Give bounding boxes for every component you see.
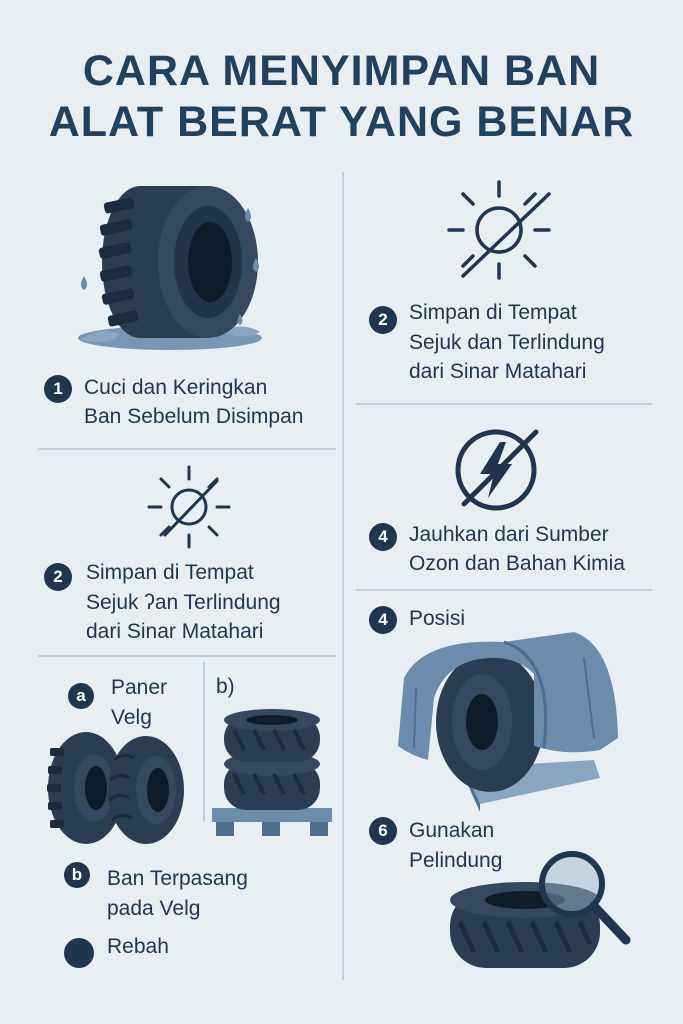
divider-right-1 (356, 403, 652, 405)
step-2-right-line3: dari Sinar Matahari (409, 360, 587, 383)
step-4b-badge: 4 (369, 606, 397, 634)
divider-right-2 (356, 589, 652, 591)
step-1-badge: 1 (44, 375, 72, 403)
step-6-line1: Gunakan (409, 819, 495, 842)
divider-left-2 (38, 655, 336, 657)
step-2-left-badge: 2 (44, 563, 72, 591)
option-a-badge: a (68, 683, 94, 709)
step-4b-label: Posisi (409, 607, 466, 630)
option-b-line2: pada Velg (107, 897, 201, 920)
step-2-left-line3: dari Sinar Matahari (86, 620, 264, 643)
step-6-badge: 6 (369, 817, 397, 845)
divider-vertical-bottom (342, 590, 344, 980)
step-2-left-line1: Simpan di Tempat (86, 561, 254, 584)
step-2-right-badge: 2 (369, 306, 397, 334)
option-a-line2: Velg (111, 706, 152, 729)
page-title-line1: CARA MENYIMPAN BAN (82, 47, 601, 95)
step-4a-line1: Jauhkan dari Sumber (409, 523, 609, 546)
option-a-line1: Paner (111, 676, 168, 699)
tire-magnifier-icon (446, 848, 636, 974)
step-2-right-line2: Sejuk dan Terlindung (409, 331, 605, 354)
tire-pair-icon (46, 730, 186, 846)
divider-vertical-small (203, 662, 205, 822)
step-1-text-line2: Ban Sebelum Disimpan (84, 405, 304, 428)
option-b-label: b) (216, 675, 235, 698)
step-2-left-line2: Sejuk ʔan Terlindung (86, 591, 281, 614)
step-4a-line2: Ozon dan Bahan Kimia (409, 552, 625, 575)
divider-left-1 (38, 448, 336, 450)
no-sun-icon-right (447, 180, 551, 284)
step-2-right-line1: Simpan di Tempat (409, 301, 577, 324)
no-ozon-icon (450, 424, 542, 516)
step-1-text-line1: Cuci dan Keringkan (84, 376, 268, 399)
step-6-line2: Pelindung (409, 849, 503, 872)
covered-tire-icon (394, 628, 624, 812)
tire-wash-icon (70, 180, 270, 360)
option-c-badge (64, 938, 94, 968)
no-sun-icon (147, 465, 231, 549)
stacked-tires-icon (210, 708, 336, 842)
divider-vertical-top (342, 172, 344, 590)
option-b-badge: b (64, 862, 90, 888)
option-c-label: Rebah (107, 935, 169, 958)
step-4a-badge: 4 (369, 523, 397, 551)
option-b-line1: Ban Terpasang (107, 867, 248, 890)
page-title-line2: ALAT BERAT YANG BENAR (48, 98, 635, 146)
